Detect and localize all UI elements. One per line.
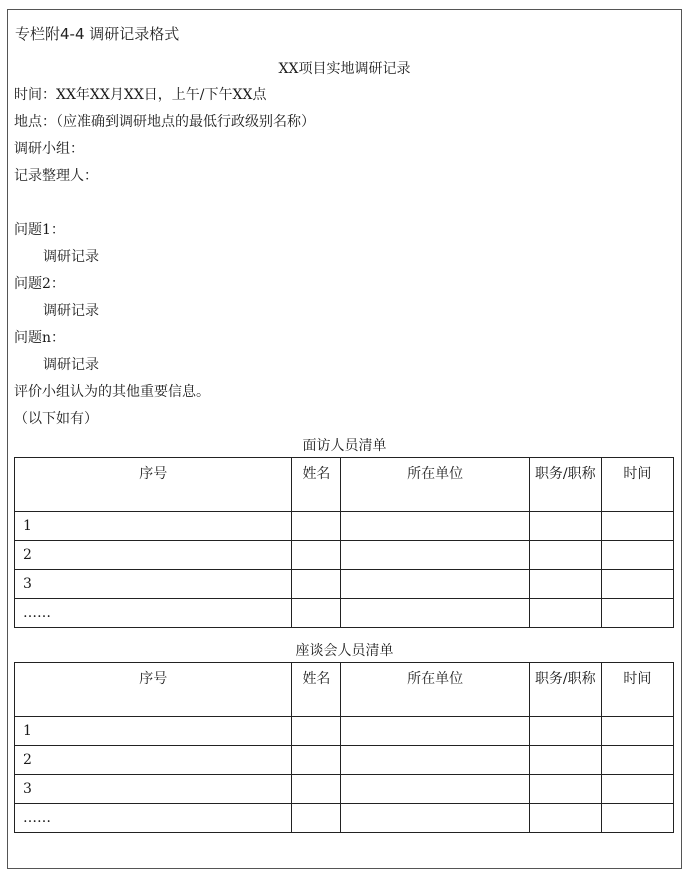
table-row: [15, 775, 674, 804]
question-label: 问题n：: [14, 330, 66, 346]
record-title: XX项目实地调研记录: [278, 61, 411, 77]
question-record: 调研记录: [43, 357, 99, 373]
table-row: [15, 717, 674, 746]
row-number: 3: [15, 570, 292, 599]
column-header-organization: 所在单位: [341, 663, 529, 717]
row-number: 2: [15, 541, 292, 570]
column-header-position: 职务/职称: [529, 458, 601, 512]
table-row: [15, 599, 674, 628]
question-record: 调研记录: [43, 249, 99, 265]
row-number: 1: [15, 512, 292, 541]
column-header-number: 序号: [15, 663, 292, 717]
row-number: ……: [15, 804, 292, 833]
question-record: 调研记录: [43, 303, 99, 319]
interview-table: [14, 457, 674, 628]
table-row: [15, 512, 674, 541]
time-field: 时间：XX年XX月XX日，上午/下午XX点: [14, 87, 267, 103]
table-header-row: [15, 663, 674, 717]
evaluation-text: 评价小组认为的其他重要信息。: [14, 384, 210, 400]
table-row: [15, 746, 674, 775]
column-header-time: 时间: [601, 458, 673, 512]
section-heading: 专栏附4-4 调研记录格式: [15, 25, 180, 43]
table-row: [15, 541, 674, 570]
column-header-name: 姓名: [292, 663, 341, 717]
row-number: ……: [15, 599, 292, 628]
column-header-position: 职务/职称: [529, 663, 601, 717]
place-field: 地点：（应准确到调研地点的最低行政级别名称）: [14, 114, 315, 130]
column-header-name: 姓名: [292, 458, 341, 512]
meeting-table-caption: 座谈会人员清单: [295, 643, 394, 659]
question-label: 问题2：: [14, 276, 65, 292]
optional-note: （以下如有）: [14, 411, 98, 427]
row-number: 2: [15, 746, 292, 775]
interview-table-caption: 面访人员清单: [302, 438, 387, 454]
meeting-table: [14, 662, 674, 833]
column-header-time: 时间: [601, 663, 673, 717]
recorder-field: 记录整理人：: [14, 168, 98, 184]
question-label: 问题1：: [14, 222, 65, 238]
team-field: 调研小组：: [14, 141, 84, 157]
row-number: 1: [15, 717, 292, 746]
row-number: 3: [15, 775, 292, 804]
column-header-number: 序号: [15, 458, 292, 512]
table-row: [15, 804, 674, 833]
table-row: [15, 570, 674, 599]
table-header-row: [15, 458, 674, 512]
column-header-organization: 所在单位: [341, 458, 529, 512]
